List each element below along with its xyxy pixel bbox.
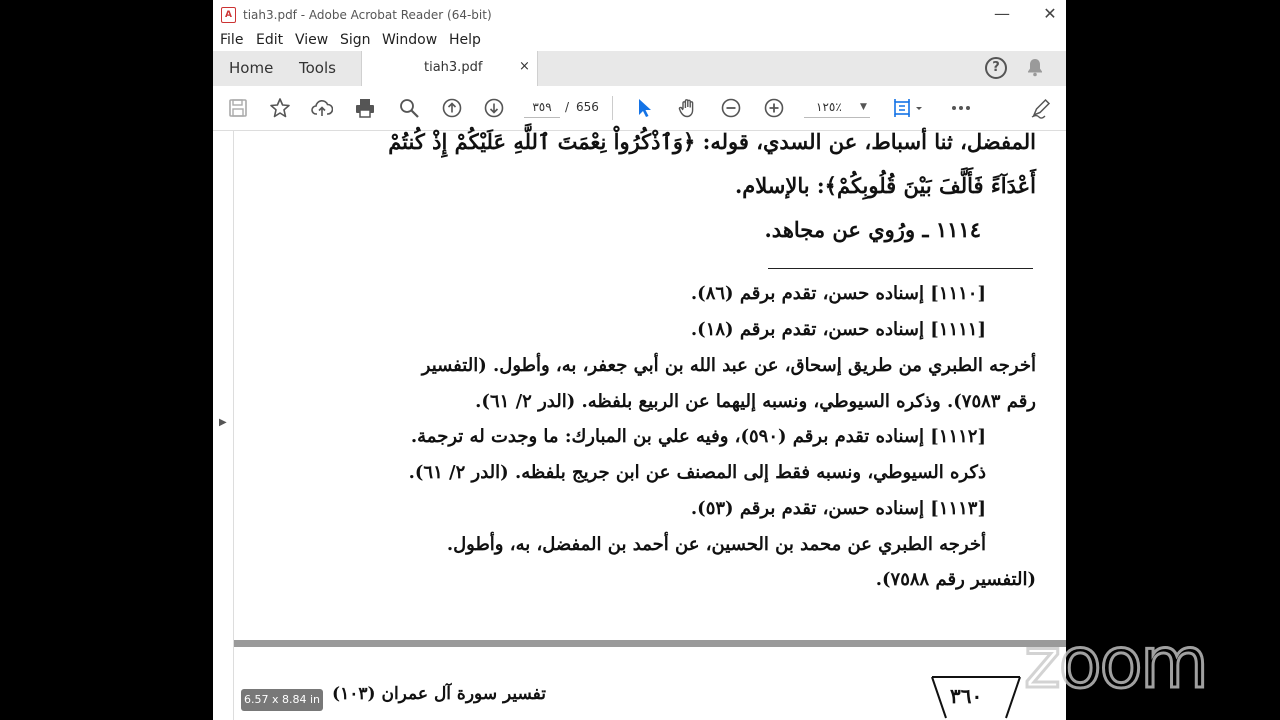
acrobat-app-icon: A	[221, 7, 236, 23]
footnote-separator	[768, 268, 1033, 269]
page-separator: /	[565, 100, 570, 114]
tab-tools[interactable]: Tools	[299, 59, 336, 77]
footnote-line: (التفسير رقم ٧٥٨٨).	[875, 569, 1036, 590]
text-line: أَعْدَآءً فَأَلَّفَ بَيْنَ قُلُوبِكُمْ﴾: بالإسلام.	[734, 173, 1036, 198]
page-fit-dropdown-icon[interactable]	[913, 97, 925, 119]
tab-bar	[213, 51, 1066, 87]
toolbar-divider	[612, 96, 613, 120]
footnote-line: [١١١١] إسناده حسن، تقدم برقم (١٨).	[690, 319, 986, 340]
zoom-level-value: ١٢٥٪	[816, 100, 842, 114]
menu-help[interactable]: Help	[449, 32, 481, 48]
page-size-indicator: 6.57 x 8.84 in	[241, 689, 323, 711]
previous-page-icon[interactable]	[441, 97, 463, 119]
window-title: tiah3.pdf - Adobe Acrobat Reader (64-bit)	[243, 8, 492, 22]
document-area[interactable]	[213, 131, 1066, 720]
chevron-down-icon: ▼	[860, 102, 867, 112]
menu-file[interactable]: File	[220, 32, 244, 48]
footnote-line: أخرجه الطبري من طريق إسحاق، عن عبد الله بن أبي جعفر، به، وأطول. (التفسير	[421, 355, 1036, 376]
hand-tool-icon[interactable]	[677, 97, 699, 119]
zoom-level-select[interactable]	[804, 98, 870, 118]
footnote-line: رقم ٧٥٨٣). وذكره السيوطي، ونسبه إليهما عن الربيع بلفظه. (الدر ٢/ ٦١).	[475, 391, 1036, 412]
more-tools-icon[interactable]	[950, 97, 972, 119]
menu-view[interactable]: View	[295, 32, 329, 48]
document-tab-label: tiah3.pdf	[424, 60, 483, 75]
page-footer-rule	[234, 640, 1066, 647]
minimize-button[interactable]: —	[994, 4, 1010, 23]
zoom-watermark-logo: zoom	[1024, 622, 1207, 704]
share-upload-icon[interactable]	[311, 97, 333, 119]
title-bar	[213, 0, 1066, 30]
sign-pen-icon[interactable]	[1030, 97, 1052, 119]
tab-document[interactable]	[361, 51, 538, 87]
page-fit-icon[interactable]	[892, 97, 914, 119]
close-tab-icon[interactable]: ×	[519, 59, 530, 74]
text-line: المفضل، ثنا أسباط، عن السدي، قوله: ﴿وَٱذْكُرُواْ نِعْمَتَ ٱللَّهِ عَلَيْكُمْ إِذْ كُنتُمْ	[388, 129, 1036, 154]
footnote-line: [١١١٢] إسناده تقدم برقم (٥٩٠)، وفيه علي بن المبارك: ما وجدت له ترجمة.	[410, 426, 986, 447]
footnote-line: [١١١٣] إسناده حسن، تقدم برقم (٥٣).	[690, 498, 986, 519]
close-window-button[interactable]: ✕	[1043, 4, 1057, 23]
bookmark-star-icon[interactable]	[269, 97, 291, 119]
notifications-bell-icon[interactable]	[1025, 57, 1045, 77]
footnote-line: [١١١٠] إسناده حسن، تقدم برقم (٨٦).	[690, 283, 986, 304]
running-footer-title: تفسير سورة آل عمران (١٠٣)	[332, 684, 546, 704]
navigation-pane-toggle[interactable]	[213, 131, 234, 720]
print-icon[interactable]	[354, 97, 376, 119]
text-line-entry-1114: ١١١٤ ـ ورُوي عن مجاهد.	[764, 217, 981, 242]
menu-bar	[213, 30, 1066, 51]
total-pages: 656	[576, 100, 599, 114]
acrobat-window	[213, 0, 1066, 720]
save-icon[interactable]	[227, 97, 249, 119]
next-page-icon[interactable]	[483, 97, 505, 119]
footnote-line: أخرجه الطبري عن محمد بن الحسين، عن أحمد بن المفضل، به، وأطول.	[446, 534, 986, 555]
zoom-in-icon[interactable]	[763, 97, 785, 119]
select-cursor-icon[interactable]	[633, 97, 655, 119]
toolbar	[213, 86, 1066, 131]
search-icon[interactable]	[398, 97, 420, 119]
tab-home[interactable]: Home	[229, 59, 274, 77]
help-icon[interactable]: ?	[985, 57, 1007, 79]
page-number-input[interactable]: ٣٥٩	[524, 98, 560, 118]
expand-arrow-icon: ▶	[219, 417, 227, 428]
menu-sign[interactable]: Sign	[340, 32, 371, 48]
menu-edit[interactable]: Edit	[256, 32, 284, 48]
zoom-out-icon[interactable]	[720, 97, 742, 119]
menu-window[interactable]: Window	[382, 32, 438, 48]
pdf-page	[234, 131, 1066, 720]
footnote-line: ذكره السيوطي، ونسبه فقط إلى المصنف عن ابن جريج بلفظه. (الدر ٢/ ٦١).	[408, 462, 986, 483]
page-number: ٣٦٠	[950, 684, 983, 708]
